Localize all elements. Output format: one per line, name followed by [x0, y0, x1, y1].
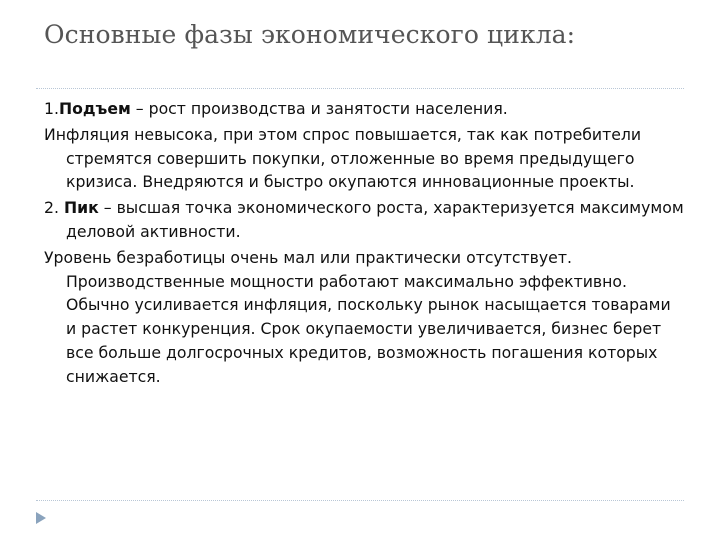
paragraph-text: – высшая точка экономического роста, характеризуется максимумом деловой активности.: [66, 198, 684, 241]
paragraph-text: Инфляция невысока, при этом спрос повышается, так как потребители стремятся совершить покупки, отложенные во время предыдущего кризиса. Внедряются и быстро окупаются инновационные проекты.: [44, 124, 642, 192]
slide-title: Основные фазы экономического цикла:: [44, 20, 576, 49]
paragraph-text: Уровень безработицы очень мал или практически отсутствует. Производственные мощности работают максимально эффективно. Обычно усиливается инфляция, поскольку рынок насыщается товарами и растет конкуренция. Срок окупаемости увеличивается, бизнес берет все больше долгосрочных кредитов, возможность погашения которых снижается.: [44, 247, 671, 386]
paragraph-phase-2: [44, 196, 684, 244]
term-podem: Подъем: [58, 99, 131, 118]
slide-body: [44, 97, 684, 391]
top-divider: [36, 88, 684, 89]
paragraph-phase-1: [44, 97, 684, 121]
triangle-bullet-icon: [36, 512, 46, 524]
term-pik: Пик: [63, 198, 99, 218]
paragraph-phase-2-details: [44, 246, 684, 389]
paragraph-prefix: 1.: [44, 99, 59, 118]
paragraph-prefix: 2.: [44, 198, 64, 218]
paragraph-text: – рост производства и занятости населения.: [130, 99, 508, 118]
paragraph-phase-1-details: [44, 123, 684, 194]
bottom-divider: [36, 500, 684, 501]
